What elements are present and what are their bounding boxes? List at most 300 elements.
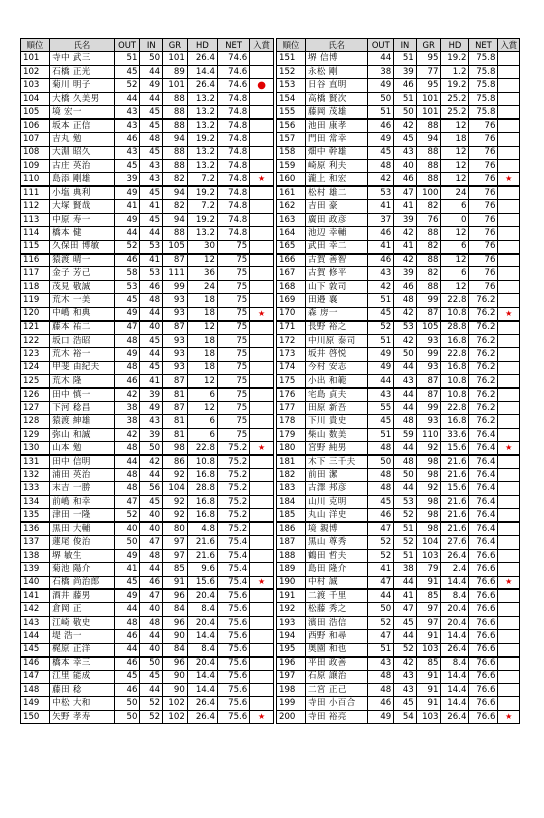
hd-cell: 12 — [441, 254, 469, 267]
table-row — [21, 52, 274, 65]
net-cell: 75.6 — [217, 657, 249, 670]
name-cell: 金子 芳己 — [50, 267, 115, 280]
gr-cell: 90 — [163, 670, 188, 683]
gr-cell: 94 — [416, 133, 441, 146]
prize-cell — [498, 348, 520, 361]
hd-cell: 10.8 — [441, 388, 469, 401]
net-cell: 76.4 — [469, 522, 498, 535]
out-cell: 49 — [368, 710, 394, 723]
prize-cell — [250, 92, 274, 105]
prize-cell — [498, 522, 520, 535]
out-cell: 41 — [368, 563, 394, 576]
prize-cell — [250, 240, 274, 253]
out-cell: 51 — [368, 106, 394, 119]
prize-cell — [498, 186, 520, 199]
name-cell: 吉丸 勉 — [50, 133, 115, 146]
gr-cell: 98 — [416, 509, 441, 522]
hd-cell: 20.4 — [441, 603, 469, 616]
gr-cell: 85 — [416, 589, 441, 602]
hd-cell: 8.4 — [441, 657, 469, 670]
prize-cell — [250, 294, 274, 307]
table-row — [277, 549, 520, 562]
hd-cell: 21.6 — [441, 522, 469, 535]
hd-cell: 14.4 — [441, 576, 469, 589]
net-cell: 76 — [469, 227, 498, 240]
table-row — [277, 106, 520, 119]
table-row — [21, 213, 274, 226]
in-cell: 43 — [394, 146, 417, 159]
gr-cell: 99 — [416, 348, 441, 361]
in-cell: 50 — [394, 348, 417, 361]
gr-cell: 84 — [163, 603, 188, 616]
prize-cell — [250, 119, 274, 132]
name-cell: 濱田 浩信 — [306, 616, 368, 629]
hd-cell: 21.6 — [187, 549, 217, 562]
hd-cell: 14.4 — [441, 697, 469, 710]
table-row — [277, 469, 520, 482]
rank-cell: 141 — [21, 589, 50, 602]
prize-cell — [498, 159, 520, 172]
gr-cell: 85 — [163, 563, 188, 576]
gr-cell: 88 — [416, 159, 441, 172]
table-row — [21, 65, 274, 78]
hd-cell: 6 — [441, 267, 469, 280]
prize-cell — [498, 294, 520, 307]
gr-cell: 93 — [163, 334, 188, 347]
prize-cell — [498, 415, 520, 428]
net-cell: 75 — [217, 294, 249, 307]
name-cell: 坂井 啓悦 — [306, 348, 368, 361]
gr-cell: 88 — [416, 227, 441, 240]
out-cell: 42 — [114, 428, 140, 441]
hd-cell: 36 — [187, 267, 217, 280]
gr-cell: 88 — [416, 254, 441, 267]
prize-cell — [250, 616, 274, 629]
prize-cell — [250, 428, 274, 441]
net-cell: 76 — [469, 200, 498, 213]
rank-cell: 131 — [21, 455, 50, 468]
in-cell: 43 — [394, 684, 417, 697]
prize-cell — [498, 361, 520, 374]
rank-cell: 178 — [277, 415, 306, 428]
out-cell: 55 — [368, 401, 394, 414]
out-cell: 46 — [368, 227, 394, 240]
hd-cell: 6 — [187, 428, 217, 441]
out-cell: 37 — [368, 213, 394, 226]
name-cell: 奥園 和也 — [306, 643, 368, 656]
name-cell: 倉岡 正 — [50, 603, 115, 616]
prize-cell — [250, 334, 274, 347]
prize-cell — [250, 522, 274, 535]
name-cell: 前嶋 和幸 — [50, 495, 115, 508]
prize-cell — [498, 280, 520, 293]
in-cell: 41 — [394, 200, 417, 213]
gr-cell: 104 — [163, 482, 188, 495]
out-cell: 46 — [114, 684, 140, 697]
table-row — [277, 52, 520, 65]
rank-cell: 156 — [277, 119, 306, 132]
gr-cell: 88 — [163, 146, 188, 159]
net-cell: 76.6 — [469, 670, 498, 683]
table-row — [21, 267, 274, 280]
net-cell: 76.2 — [469, 321, 498, 334]
prize-cell — [250, 549, 274, 562]
name-cell: 古賀 修平 — [306, 267, 368, 280]
table-row — [277, 361, 520, 374]
hd-cell: 14.4 — [187, 65, 217, 78]
gr-cell: 91 — [416, 684, 441, 697]
prize-cell — [250, 200, 274, 213]
table-row — [277, 240, 520, 253]
hd-cell: 18 — [187, 334, 217, 347]
hd-cell: 12 — [187, 401, 217, 414]
prize-star-icon: ★ — [498, 710, 520, 723]
rank-cell: 169 — [277, 294, 306, 307]
prize-cell — [250, 415, 274, 428]
prize-cell — [250, 563, 274, 576]
table-row — [21, 200, 274, 213]
in-cell: 42 — [394, 254, 417, 267]
prize-cell — [498, 388, 520, 401]
in-cell: 44 — [140, 630, 163, 643]
rank-cell: 103 — [21, 79, 50, 92]
table-row — [21, 254, 274, 267]
rank-cell: 115 — [21, 240, 50, 253]
in-cell: 45 — [140, 213, 163, 226]
hd-cell: 16.8 — [441, 361, 469, 374]
gr-cell: 98 — [416, 522, 441, 535]
rank-cell: 129 — [21, 428, 50, 441]
hd-cell: 12 — [187, 321, 217, 334]
gr-cell: 97 — [163, 536, 188, 549]
hd-cell: 24 — [441, 186, 469, 199]
in-cell: 39 — [394, 213, 417, 226]
gr-cell: 88 — [416, 280, 441, 293]
prize-star-icon: ★ — [250, 710, 274, 723]
hd-cell: 19.2 — [441, 79, 469, 92]
in-cell: 53 — [140, 240, 163, 253]
hd-cell: 12 — [441, 280, 469, 293]
rank-cell: 193 — [277, 616, 306, 629]
in-cell: 40 — [140, 509, 163, 522]
rank-cell: 175 — [277, 374, 306, 387]
prize-star-icon: ★ — [250, 173, 274, 186]
table-row — [21, 563, 274, 576]
table-row — [277, 133, 520, 146]
net-cell: 76 — [469, 213, 498, 226]
net-cell: 76 — [469, 173, 498, 186]
name-cell: 丸山 洋史 — [306, 509, 368, 522]
rank-cell: 159 — [277, 159, 306, 172]
name-cell: 菊川 明子 — [50, 79, 115, 92]
rank-cell: 113 — [21, 213, 50, 226]
out-cell: 53 — [368, 186, 394, 199]
name-cell: 中川原 泰司 — [306, 334, 368, 347]
out-cell: 51 — [114, 52, 140, 65]
gr-cell: 86 — [163, 455, 188, 468]
out-cell: 47 — [114, 321, 140, 334]
hd-cell: 10.8 — [187, 455, 217, 468]
table-row — [277, 509, 520, 522]
rank-cell: 174 — [277, 361, 306, 374]
net-cell: 76.6 — [469, 576, 498, 589]
hd-cell: 13.2 — [187, 227, 217, 240]
prize-cell — [498, 321, 520, 334]
table-row — [21, 670, 274, 683]
hd-cell: 10.8 — [441, 307, 469, 320]
net-cell: 76.6 — [469, 563, 498, 576]
prize-cell — [250, 630, 274, 643]
rank-cell: 137 — [21, 536, 50, 549]
table-row — [21, 307, 274, 320]
table-row — [21, 589, 274, 602]
table-row — [277, 348, 520, 361]
rank-cell: 155 — [277, 106, 306, 119]
header-name: 氏名 — [306, 39, 368, 52]
net-cell: 75.6 — [217, 684, 249, 697]
gr-cell: 104 — [416, 536, 441, 549]
prize-cell — [498, 92, 520, 105]
out-cell: 46 — [368, 254, 394, 267]
hd-cell: 9.6 — [187, 563, 217, 576]
hd-cell: 12 — [441, 173, 469, 186]
name-cell: 山本 勉 — [50, 442, 115, 455]
gr-cell: 84 — [163, 643, 188, 656]
hd-cell: 6 — [187, 388, 217, 401]
hd-cell: 22.8 — [441, 294, 469, 307]
out-cell: 46 — [114, 657, 140, 670]
hd-cell: 4.8 — [187, 522, 217, 535]
table-row — [21, 603, 274, 616]
gr-cell: 96 — [163, 616, 188, 629]
net-cell: 75 — [217, 254, 249, 267]
name-cell: 堺 敏生 — [50, 549, 115, 562]
in-cell: 38 — [394, 563, 417, 576]
table-row — [277, 79, 520, 92]
gr-cell: 91 — [416, 576, 441, 589]
gr-cell: 88 — [163, 119, 188, 132]
name-cell: 瀧上 和宏 — [306, 173, 368, 186]
rank-cell: 104 — [21, 92, 50, 105]
gr-cell: 101 — [416, 92, 441, 105]
net-cell: 75 — [217, 415, 249, 428]
hd-cell: 14.4 — [441, 684, 469, 697]
out-cell: 49 — [114, 549, 140, 562]
in-cell: 41 — [140, 374, 163, 387]
out-cell: 41 — [368, 200, 394, 213]
out-cell: 43 — [368, 657, 394, 670]
net-cell: 76.4 — [469, 455, 498, 468]
hd-cell: 0 — [441, 213, 469, 226]
gr-cell: 103 — [416, 643, 441, 656]
prize-cell — [498, 697, 520, 710]
hd-cell: 15.6 — [187, 576, 217, 589]
gr-cell: 95 — [416, 79, 441, 92]
net-cell: 76 — [469, 240, 498, 253]
net-cell: 74.8 — [217, 213, 249, 226]
table-row — [277, 227, 520, 240]
name-cell: 木下 三千夫 — [306, 455, 368, 468]
out-cell: 44 — [368, 52, 394, 65]
gr-cell: 93 — [163, 307, 188, 320]
hd-cell: 26.4 — [187, 710, 217, 723]
gr-cell: 101 — [163, 52, 188, 65]
out-cell: 48 — [368, 442, 394, 455]
prize-cell — [250, 65, 274, 78]
net-cell: 76.2 — [469, 294, 498, 307]
in-cell: 43 — [140, 159, 163, 172]
prize-cell — [250, 388, 274, 401]
out-cell: 44 — [114, 603, 140, 616]
name-cell: 下河 稔昌 — [50, 401, 115, 414]
hd-cell: 12 — [441, 119, 469, 132]
gr-cell: 99 — [163, 280, 188, 293]
name-cell: 荒木 裕一 — [50, 348, 115, 361]
in-cell: 53 — [394, 495, 417, 508]
in-cell: 45 — [140, 146, 163, 159]
gr-cell: 99 — [416, 401, 441, 414]
rank-cell: 199 — [277, 697, 306, 710]
name-cell: 古庄 英治 — [50, 159, 115, 172]
gr-cell: 88 — [416, 173, 441, 186]
table-row — [277, 563, 520, 576]
net-cell: 76 — [469, 280, 498, 293]
net-cell: 75.2 — [217, 509, 249, 522]
out-cell: 48 — [368, 159, 394, 172]
net-cell: 75 — [217, 334, 249, 347]
table-row — [21, 388, 274, 401]
in-cell: 44 — [140, 65, 163, 78]
name-cell: 中原 寿一 — [50, 213, 115, 226]
in-cell: 39 — [394, 267, 417, 280]
prize-cell — [498, 401, 520, 414]
name-cell: 江里 能成 — [50, 670, 115, 683]
in-cell: 41 — [140, 254, 163, 267]
out-cell: 45 — [368, 307, 394, 320]
name-cell: 平田 政善 — [306, 657, 368, 670]
gr-cell: 77 — [416, 65, 441, 78]
net-cell: 76 — [469, 119, 498, 132]
prize-cell — [498, 670, 520, 683]
hd-cell: 6 — [441, 200, 469, 213]
rank-cell: 173 — [277, 348, 306, 361]
name-cell: 吉田 豪 — [306, 200, 368, 213]
net-cell: 75 — [217, 280, 249, 293]
hd-cell: 19.2 — [187, 186, 217, 199]
net-cell: 74.8 — [217, 173, 249, 186]
in-cell: 47 — [394, 603, 417, 616]
out-cell: 47 — [368, 522, 394, 535]
prize-cell — [250, 213, 274, 226]
name-cell: 永松 剛 — [306, 65, 368, 78]
in-cell: 50 — [140, 442, 163, 455]
rank-cell: 192 — [277, 603, 306, 616]
net-cell: 75.6 — [217, 697, 249, 710]
table-row — [21, 186, 274, 199]
gr-cell: 99 — [416, 294, 441, 307]
name-cell: 堤 浩一 — [50, 630, 115, 643]
gr-cell: 91 — [163, 576, 188, 589]
prize-cell — [250, 589, 274, 602]
net-cell: 75.6 — [217, 616, 249, 629]
hd-cell: 21.6 — [187, 536, 217, 549]
name-cell: 田原 新吾 — [306, 401, 368, 414]
rank-cell: 170 — [277, 307, 306, 320]
rank-cell: 128 — [21, 415, 50, 428]
rank-cell: 107 — [21, 133, 50, 146]
net-cell: 74.8 — [217, 186, 249, 199]
name-cell: 酒井 藤男 — [50, 589, 115, 602]
gr-cell: 98 — [416, 455, 441, 468]
rank-cell: 150 — [21, 710, 50, 723]
in-cell: 46 — [140, 576, 163, 589]
rank-cell: 186 — [277, 522, 306, 535]
in-cell: 52 — [394, 509, 417, 522]
in-cell: 44 — [394, 442, 417, 455]
table-body-right — [277, 52, 520, 724]
name-cell: 中松 大和 — [50, 697, 115, 710]
net-cell: 74.8 — [217, 200, 249, 213]
rank-cell: 136 — [21, 522, 50, 535]
net-cell: 76.6 — [469, 697, 498, 710]
rank-cell: 106 — [21, 119, 50, 132]
name-cell: 蓮尾 俊治 — [50, 536, 115, 549]
name-cell: 松村 雄二 — [306, 186, 368, 199]
gr-cell: 93 — [163, 348, 188, 361]
name-cell: 坂本 正信 — [50, 119, 115, 132]
hd-cell: 16.8 — [441, 334, 469, 347]
rank-cell: 179 — [277, 428, 306, 441]
hd-cell: 18 — [187, 361, 217, 374]
header-in: IN — [394, 39, 417, 52]
header-name: 氏名 — [50, 39, 115, 52]
rank-cell: 161 — [277, 186, 306, 199]
rank-cell: 149 — [21, 697, 50, 710]
in-cell: 51 — [394, 52, 417, 65]
net-cell: 76.2 — [469, 374, 498, 387]
gr-cell: 111 — [163, 267, 188, 280]
hd-cell: 2.4 — [441, 563, 469, 576]
net-cell: 75.2 — [217, 522, 249, 535]
gr-cell: 92 — [163, 469, 188, 482]
table-row — [21, 495, 274, 508]
out-cell: 52 — [368, 321, 394, 334]
hd-cell: 20.4 — [187, 616, 217, 629]
rank-cell: 138 — [21, 549, 50, 562]
out-cell: 49 — [114, 589, 140, 602]
table-row — [21, 697, 274, 710]
name-cell: 藤田 稔 — [50, 684, 115, 697]
rank-cell: 167 — [277, 267, 306, 280]
name-cell: 猿渡 晴一 — [50, 254, 115, 267]
prize-cell — [498, 482, 520, 495]
net-cell: 76.2 — [469, 401, 498, 414]
prize-star-icon: ★ — [498, 442, 520, 455]
prize-cell — [250, 469, 274, 482]
in-cell: 48 — [394, 294, 417, 307]
name-cell: 武田 幸二 — [306, 240, 368, 253]
in-cell: 51 — [394, 92, 417, 105]
rank-cell: 133 — [21, 482, 50, 495]
out-cell: 44 — [114, 643, 140, 656]
out-cell: 49 — [368, 79, 394, 92]
net-cell: 76 — [469, 133, 498, 146]
in-cell: 51 — [394, 522, 417, 535]
hd-cell: 16.8 — [187, 509, 217, 522]
gr-cell: 94 — [163, 133, 188, 146]
prize-cell — [498, 106, 520, 119]
hd-cell: 25.2 — [441, 92, 469, 105]
